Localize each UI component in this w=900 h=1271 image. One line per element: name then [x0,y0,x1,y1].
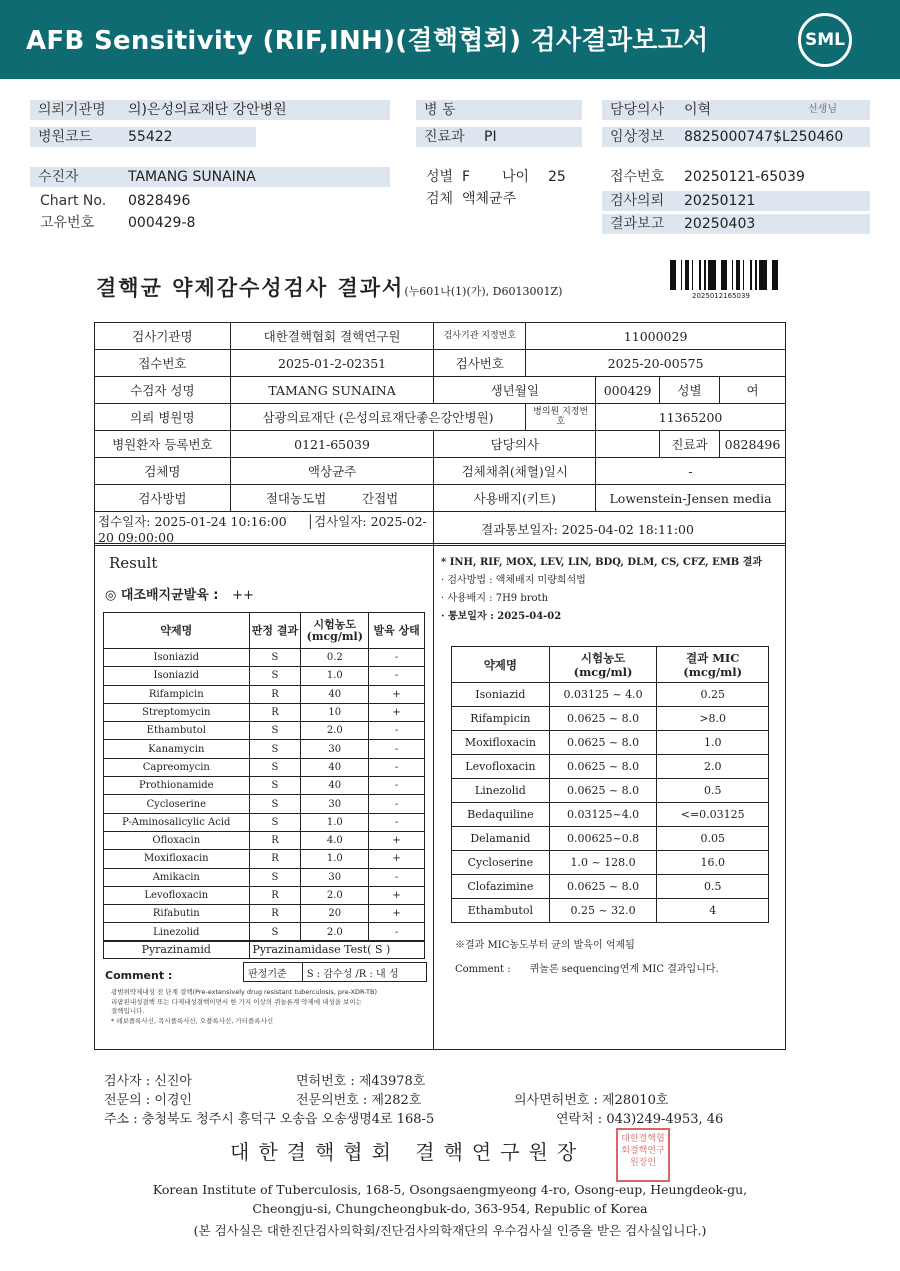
table-row: 의뢰 병원명 삼광의료재단 (은성의료재단좋은강안병원) 병의원 지정번호 11365200 [95,404,786,431]
report-header [0,0,900,79]
hospital-code-field: 병원코드 55422 [30,127,256,147]
receipt-value: 20250121-65039 [684,169,805,185]
table-header-row: 약제명 판정 결과 시험농도 (mcg/ml) 발육 상태 [104,613,425,649]
criteria-box: 판정기준 S : 감수성 /R : 내 성 [243,962,427,982]
address: 주소 : 충청북도 청주시 흥덕구 오송읍 오송생명4로 168-5 [104,1112,435,1127]
ward-field: 병 동 [416,100,582,120]
comment-note: 광범위약제내성 전 단계 결핵(Pre-extensively drug resistant tuberculosis, pre-XDR-TB) 리팜핀내성결핵 또는 다제내성결핵이면서 한 가지 이상의 퀴놀론계 약제에 내성을 보이는 결핵입니다. * 레보플록사신, 목시플록사신, 오플록사신, 가티플록사신 [111,988,378,1025]
table-row: Isoniazid 0.03125 ~ 4.0 0.25 [452,683,769,707]
clinic-field: 임상정보 8825000747$L250460 [602,127,870,147]
barcode-number: 2025012165039 [692,292,750,300]
report-date-field: 결과보고 20250403 [602,214,870,234]
table-header-row: 약제명 시험농도 (mcg/ml) 결과 MIC (mcg/ml) [452,647,769,683]
table-row: Isoniazid S 0.2 - [104,649,425,667]
table-row: Streptomycin R 10 + [104,703,425,721]
table-row: 접수번호 2025-01-2-02351 검사번호 2025-20-00575 [95,350,786,377]
age-value: 25 [548,169,566,185]
table-row: Prothionamide S 40 - [104,777,425,795]
table-row: 검사방법 절대농도법 간접법 사용배지(키트) Lowenstein-Jensen media [95,485,786,512]
control-growth: ◎ 대조배지균발육 : ++ [105,588,254,603]
receipt-field: 접수번호 20250121-65039 [610,169,805,185]
table-row: Rifampicin 0.0625 ~ 8.0 >8.0 [452,707,769,731]
specimen-value: 액체균주 [462,191,517,207]
pyrazinamid-row: Pyrazinamid Pyrazinamidase Test( S ) [103,940,425,959]
specimen-field: 검체 액체균주 [426,191,517,207]
table-row: Amikacin S 30 - [104,868,425,886]
patient-name-value: TAMANG SUNAINA [128,169,256,185]
chart-value: 0828496 [128,193,191,209]
table-row: Capreomycin S 40 - [104,758,425,776]
comment-label: Comment : [105,969,173,982]
certification-note: (본 검사실은 대한진단검사의학회/진단검사의학재단의 우수검사실 인증을 받은 검사실입니다.) [193,1223,707,1238]
table-row: 수검자 성명 TAMANG SUNAINA 생년월일 000429 성별 여 [95,377,786,404]
mic-note: ※결과 MIC농도부터 균의 발육이 억제됨 [455,940,635,951]
absolute-method-table [103,612,425,942]
doc-code: (누601나(1)(가), D6013001Z) [404,285,563,298]
table-row: 검체명 액상균주 검체채취(채혈)일시 - [95,458,786,485]
hospital-field: 의뢰기관명 의)은성의료재단 강안병원 [30,100,390,120]
institute-name: 대한결핵협회 결핵연구원장 [230,1140,586,1164]
table-row: Ethambutol S 2.0 - [104,722,425,740]
result-section [94,543,786,1050]
table-row: Cycloserine 1.0 ~ 128.0 16.0 [452,851,769,875]
patient-name-field: 수진자 TAMANG SUNAINA [30,167,390,187]
uid-field: 고유번호 000429-8 [40,215,196,231]
specialist-number: 전문의번호 : 제282호 [296,1093,422,1108]
doctor-license: 의사면허번호 : 제28010호 [514,1093,669,1108]
official-seal: 대한결핵협회결핵연구원장인 [616,1128,670,1182]
report-title: AFB Sensitivity (RIF,INH)(결핵협회) 검사결과보고서 [26,26,709,56]
uid-value: 000429-8 [128,215,196,231]
table-row: Ofloxacin R 4.0 + [104,831,425,849]
table-row: 병원환자 등록번호 0121-65039 담당의사 진료과 0828496 [95,431,786,458]
table-row: Levofloxacin R 2.0 + [104,886,425,904]
table-row: Rifampicin R 40 + [104,685,425,703]
hospital-code-value: 55422 [128,129,173,145]
mic-method-notes: * INH, RIF, MOX, LEV, LIN, BDQ, DLM, CS, CFZ, EMB 결과 · 검사방법 : 액체배지 미량희석법 · 사용배지 : 7H9 broth · 통보일자 : 2025-04-02 [441,557,763,622]
result-title: Result [109,554,158,572]
table-row: Delamanid 0.00625~0.8 0.05 [452,827,769,851]
table-row: 접수일자: 2025-01-24 10:16:00 │검사일자: 2025-02-20 09:00:00 결과통보일자: 2025-04-02 18:11:00 [95,512,786,546]
table-row: Rifabutin R 20 + [104,905,425,923]
table-row: Moxifloxacin 0.0625 ~ 8.0 1.0 [452,731,769,755]
clinic-value: 8825000747$L250460 [684,129,844,145]
phone: 연락처 : 043)249-4953, 46 [556,1112,724,1127]
dept-field: 진료과 PI [416,127,582,147]
license-number: 면허번호 : 제43978호 [296,1074,426,1089]
table-row: Linezolid S 2.0 - [104,923,425,941]
table-row: P-Aminosalicylic Acid S 1.0 - [104,813,425,831]
table-row: Clofazimine 0.0625 ~ 8.0 0.5 [452,875,769,899]
sex-age-field: 성별 F 나이 25 [426,169,566,185]
doc-title: 결핵균 약제감수성검사 결과서(누601나(1)(가), D6013001Z) [96,275,563,300]
english-address-2: Cheongju-si, Chungcheongbuk-do, 363-954, Republic of Korea [252,1201,648,1216]
table-row: 검사기관명 대한결핵협회 결핵연구원 검사기관 지정번호 11000029 [95,323,786,350]
table-row: Cycloserine S 30 - [104,795,425,813]
table-row: Moxifloxacin R 1.0 + [104,850,425,868]
table-row: Isoniazid S 1.0 - [104,667,425,685]
table-row: Ethambutol 0.25 ~ 32.0 4 [452,899,769,923]
chart-field: Chart No. 0828496 [40,193,191,209]
request-value: 20250121 [684,193,756,209]
barcode [670,260,782,290]
doctor-field: 담당의사 이혁 선생님 [602,100,870,120]
mic-table [451,646,769,923]
tester: 검사자 : 신진아 [104,1074,192,1089]
table-row: Kanamycin S 30 - [104,740,425,758]
table-row: Levofloxacin 0.0625 ~ 8.0 2.0 [452,755,769,779]
sml-logo: SML [798,13,852,67]
doctor-value: 이혁 [684,102,712,118]
dept-value: PI [484,129,497,145]
request-field: 검사의뢰 20250121 [602,191,870,211]
table-row: Linezolid 0.0625 ~ 8.0 0.5 [452,779,769,803]
report-date-value: 20250403 [684,216,756,232]
specialist: 전문의 : 이경인 [104,1093,192,1108]
info-table [94,322,786,546]
sex-value: F [462,169,471,185]
mic-comment: Comment : 퀴놀론 sequencing연계 MIC 결과입니다. [455,964,719,975]
english-address-1: Korean Institute of Tuberculosis, 168-5, Osongsaengmyeong 4-ro, Osong-eup, Heungdeok-gu, [152,1182,748,1197]
hospital-value: 의)은성의료재단 강안병원 [128,102,287,118]
table-row: Bedaquiline 0.03125~4.0 <=0.03125 [452,803,769,827]
